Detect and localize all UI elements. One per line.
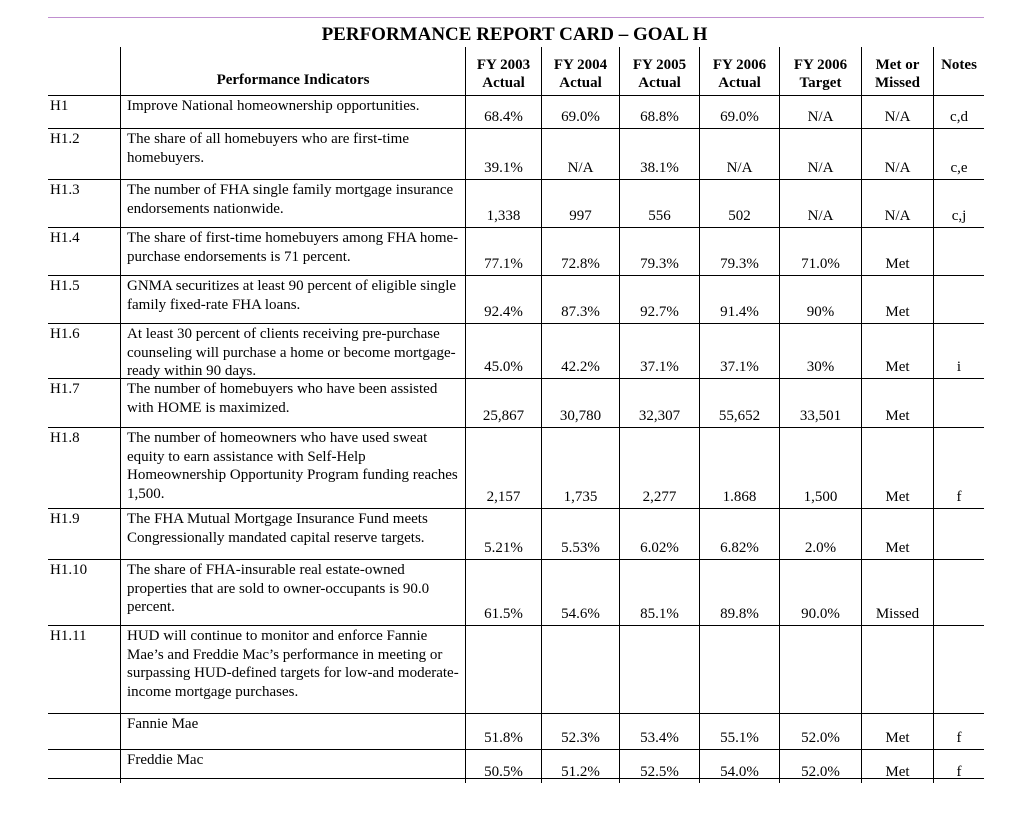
table-row <box>48 128 984 180</box>
value-fy2006-target: N/A <box>780 128 862 179</box>
header-fy2005: FY 2005 Actual <box>620 47 700 95</box>
value-notes: f <box>956 488 962 505</box>
table-header-row <box>48 47 984 96</box>
value-fy2006-actual: 79.3% <box>700 227 780 275</box>
indicator-id <box>48 749 121 783</box>
indicator-id: H1.3 <box>48 179 121 227</box>
indicator-text: HUD will continue to monitor and enforce Fannie Mae’s and Freddie Mac’s performance in meeting or surpassing HUD-defined targets for low-and moderate-income mortgage purchases. <box>121 625 466 713</box>
value-fy2005-actual: 52.5% <box>620 749 700 783</box>
header-fy2003: FY 2003 Actual <box>466 47 542 95</box>
value-fy2003-actual: 68.4% <box>466 95 542 128</box>
table-row <box>48 275 984 324</box>
value-fy2006-target: 30% <box>780 323 862 378</box>
value-fy2005-actual: 6.02% <box>620 508 700 559</box>
indicator-text: GNMA securitizes at least 90 percent of eligible single family fixed-rate FHA loans. <box>121 275 466 323</box>
header-met-or-missed: Met or Missed <box>862 47 934 95</box>
value-notes: c,j <box>951 207 967 224</box>
value-notes <box>934 508 984 559</box>
header-fy2006-actual: FY 2006 Actual <box>700 47 780 95</box>
table-row <box>48 323 984 379</box>
value-fy2006-target: N/A <box>780 95 862 128</box>
value-fy2003-actual: 5.21% <box>466 508 542 559</box>
top-rule <box>48 17 984 18</box>
table-row <box>48 508 984 560</box>
value-fy2005-actual: 92.7% <box>620 275 700 323</box>
indicator-text: Freddie Mac <box>121 749 466 783</box>
value-fy2006-actual: N/A <box>700 128 780 179</box>
value-notes <box>934 227 984 275</box>
indicator-id <box>48 713 121 749</box>
value-met-or-missed <box>862 625 934 713</box>
value-fy2004-actual: 5.53% <box>542 508 620 559</box>
value-met-or-missed: N/A <box>862 179 934 227</box>
value-fy2004-actual: 1,735 <box>542 427 620 508</box>
table-row <box>48 749 984 783</box>
header-id-cell <box>48 47 121 95</box>
header-fy2006-target: FY 2006 Target <box>780 47 862 95</box>
value-fy2006-target: 71.0% <box>780 227 862 275</box>
indicator-id: H1.4 <box>48 227 121 275</box>
indicator-text: The number of homeowners who have used sweat equity to earn assistance with Self-Help Homeownership Opportunity Program funding reaches 1,500. <box>121 427 466 508</box>
indicator-text: At least 30 percent of clients receiving pre-purchase counseling will purchase a home or become mortgage-ready within 90 days. <box>121 323 466 378</box>
value-fy2004-actual: 52.3% <box>542 713 620 749</box>
value-fy2003-actual: 92.4% <box>466 275 542 323</box>
value-fy2005-actual: 53.4% <box>620 713 700 749</box>
value-fy2005-actual: 2,277 <box>620 427 700 508</box>
value-met-or-missed: Met <box>862 227 934 275</box>
value-met-or-missed: Met <box>862 427 934 508</box>
value-fy2006-target: 52.0% <box>780 713 862 749</box>
indicator-text: The FHA Mutual Mortgage Insurance Fund meets Congressionally mandated capital reserve targets. <box>121 508 466 559</box>
value-fy2004-actual: 51.2% <box>542 749 620 783</box>
value-fy2006-actual: 1.868 <box>700 427 780 508</box>
value-fy2005-actual: 556 <box>620 179 700 227</box>
indicator-id: H1.7 <box>48 378 121 427</box>
value-fy2003-actual: 25,867 <box>466 378 542 427</box>
value-notes: c,e <box>950 159 968 176</box>
value-fy2003-actual: 2,157 <box>466 427 542 508</box>
table-row <box>48 427 984 509</box>
value-fy2006-target: 2.0% <box>780 508 862 559</box>
value-fy2005-actual: 32,307 <box>620 378 700 427</box>
value-fy2006-target: 52.0% <box>780 749 862 783</box>
value-fy2004-actual: 72.8% <box>542 227 620 275</box>
indicator-id: H1 <box>48 95 121 128</box>
value-notes <box>934 625 984 713</box>
value-fy2006-target: 90% <box>780 275 862 323</box>
page-title: PERFORMANCE REPORT CARD – GOAL H <box>321 24 708 45</box>
indicator-text: The number of FHA single family mortgage insurance endorsements nationwide. <box>121 179 466 227</box>
table-row <box>48 625 984 714</box>
indicator-id: H1.6 <box>48 323 121 378</box>
value-fy2006-actual: 55.1% <box>700 713 780 749</box>
value-fy2006-actual: 6.82% <box>700 508 780 559</box>
value-fy2006-actual: 37.1% <box>700 323 780 378</box>
value-fy2003-actual: 39.1% <box>466 128 542 179</box>
value-fy2005-actual: 38.1% <box>620 128 700 179</box>
value-fy2003-actual: 1,338 <box>466 179 542 227</box>
value-fy2005-actual <box>620 625 700 713</box>
value-met-or-missed: Met <box>862 323 934 378</box>
value-met-or-missed: N/A <box>862 95 934 128</box>
value-fy2006-target: 1,500 <box>780 427 862 508</box>
indicator-id: H1.10 <box>48 559 121 625</box>
value-fy2006-actual: 69.0% <box>700 95 780 128</box>
value-fy2004-actual: 997 <box>542 179 620 227</box>
indicator-text: The share of FHA-insurable real estate-owned properties that are sold to owner-occupants is 90.0 percent. <box>121 559 466 625</box>
header-indicator: Performance Indicators <box>121 47 466 95</box>
value-fy2004-actual: 54.6% <box>542 559 620 625</box>
indicator-text: The share of all homebuyers who are first-time homebuyers. <box>121 128 466 179</box>
indicator-id: H1.2 <box>48 128 121 179</box>
value-fy2006-actual: 91.4% <box>700 275 780 323</box>
value-fy2004-actual: N/A <box>542 128 620 179</box>
indicator-text: The share of first-time homebuyers among FHA home-purchase endorsements is 71 percent. <box>121 227 466 275</box>
indicator-id: H1.5 <box>48 275 121 323</box>
value-fy2003-actual: 77.1% <box>466 227 542 275</box>
value-notes <box>934 275 984 323</box>
indicator-id: H1.9 <box>48 508 121 559</box>
header-fy2004: FY 2004 Actual <box>542 47 620 95</box>
indicator-text: Fannie Mae <box>121 713 466 749</box>
value-fy2006-target: 90.0% <box>780 559 862 625</box>
value-met-or-missed: Met <box>862 508 934 559</box>
value-notes <box>934 559 984 625</box>
value-fy2003-actual <box>466 625 542 713</box>
indicator-id: H1.11 <box>48 625 121 713</box>
indicator-id: H1.8 <box>48 427 121 508</box>
value-notes: f <box>956 763 962 780</box>
table-row <box>48 95 984 129</box>
table-row <box>48 227 984 276</box>
value-met-or-missed: Met <box>862 713 934 749</box>
indicator-text: Improve National homeownership opportunities. <box>121 95 466 128</box>
value-met-or-missed: Missed <box>862 559 934 625</box>
value-fy2003-actual: 61.5% <box>466 559 542 625</box>
value-fy2006-actual: 502 <box>700 179 780 227</box>
value-fy2006-actual <box>700 625 780 713</box>
value-fy2003-actual: 45.0% <box>466 323 542 378</box>
value-fy2006-target <box>780 625 862 713</box>
indicator-text: The number of homebuyers who have been assisted with HOME is maximized. <box>121 378 466 427</box>
value-notes: c,d <box>950 108 968 125</box>
table-row <box>48 179 984 228</box>
value-fy2004-actual: 42.2% <box>542 323 620 378</box>
value-fy2004-actual: 87.3% <box>542 275 620 323</box>
table-row <box>48 559 984 626</box>
value-notes: f <box>956 729 962 746</box>
value-fy2006-actual: 89.8% <box>700 559 780 625</box>
value-fy2005-actual: 79.3% <box>620 227 700 275</box>
value-fy2004-actual <box>542 625 620 713</box>
table-row <box>48 378 984 428</box>
value-fy2005-actual: 85.1% <box>620 559 700 625</box>
value-fy2006-actual: 55,652 <box>700 378 780 427</box>
value-fy2003-actual: 50.5% <box>466 749 542 783</box>
value-met-or-missed: Met <box>862 378 934 427</box>
value-fy2004-actual: 30,780 <box>542 378 620 427</box>
value-fy2005-actual: 37.1% <box>620 323 700 378</box>
value-fy2004-actual: 69.0% <box>542 95 620 128</box>
value-notes: i <box>956 358 962 375</box>
value-fy2003-actual: 51.8% <box>466 713 542 749</box>
value-met-or-missed: Met <box>862 275 934 323</box>
header-notes: Notes <box>941 57 977 73</box>
value-met-or-missed: Met <box>862 749 934 783</box>
table-row <box>48 713 984 750</box>
value-notes <box>934 378 984 427</box>
value-fy2006-actual: 54.0% <box>700 749 780 783</box>
value-fy2006-target: 33,501 <box>780 378 862 427</box>
value-fy2006-target: N/A <box>780 179 862 227</box>
performance-table <box>48 47 984 779</box>
value-met-or-missed: N/A <box>862 128 934 179</box>
value-fy2005-actual: 68.8% <box>620 95 700 128</box>
